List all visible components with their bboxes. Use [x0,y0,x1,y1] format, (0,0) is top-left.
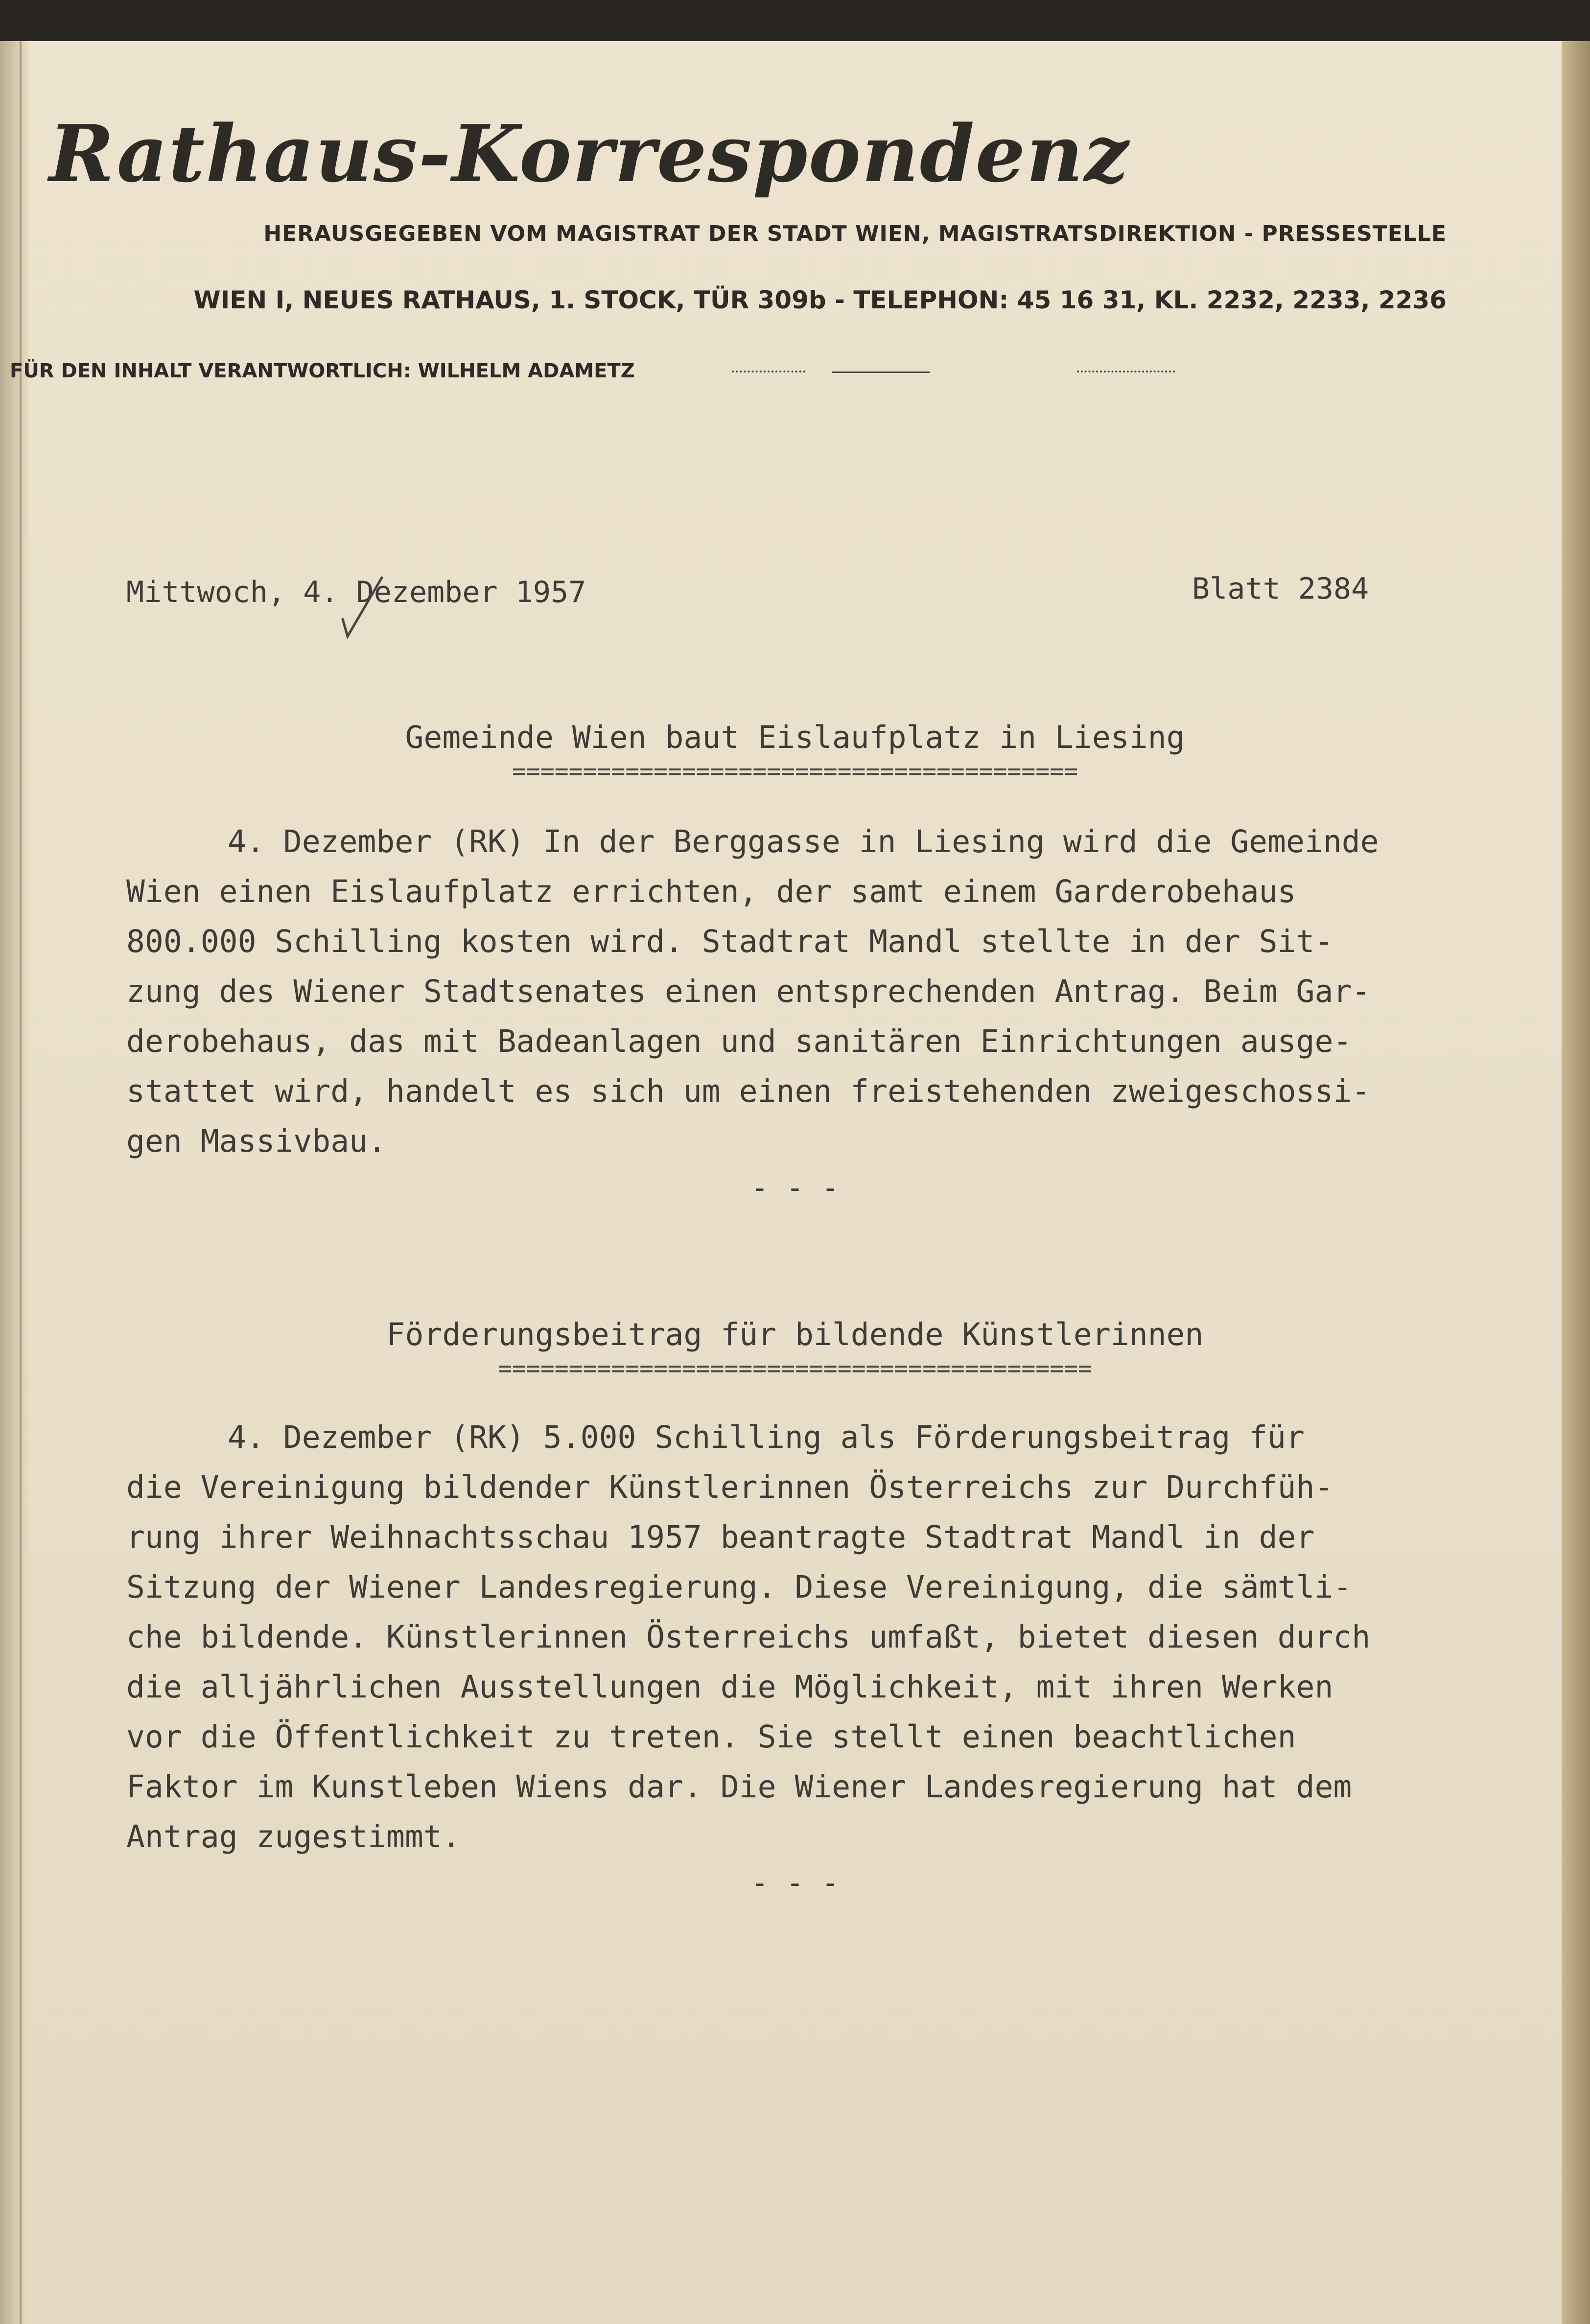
article-1-underline: ======================================== [512,758,1078,785]
publisher-line: HERAUSGEGEBEN VOM MAGISTRAT DER STADT WIEN, MAGISTRATSDIREKTION - PRESSESTELLE [263,221,1447,246]
article-2-line: Sitzung der Wiener Landesregierung. Diese Vereinigung, die sämtli- [126,1569,1352,1605]
article-2-line: rung ihrer Weihnachtsschau 1957 beantragte Stadtrat Mandl in der [126,1519,1315,1555]
article-1-separator: - - - [750,1171,840,1205]
article-1-line: 4. Dezember (RK) In der Berggasse in Liesing wird die Gemeinde [228,824,1379,860]
article-2-underline: ========================================== [498,1355,1092,1382]
article-1-line: zung des Wiener Stadtsenates einen entsprechenden Antrag. Beim Gar- [126,974,1371,1009]
article-1-line: stattet wird, handelt es sich um einen freistehenden zweigeschossi- [126,1073,1371,1109]
article-2-line: vor die Öffentlichkeit zu treten. Sie stellt einen beachtlichen [126,1719,1296,1755]
article-2-line: che bildende. Künstlerinnen Österreichs umfaßt, bietet diesen durch [126,1619,1371,1655]
article-2-line: Faktor im Kunstleben Wiens dar. Die Wiener Landesregierung hat dem [126,1769,1352,1805]
dotted-rule-1 [732,371,805,372]
article-2-separator: - - - [750,1866,840,1900]
scan-top-border [0,0,1590,41]
address-line: WIEN I, NEUES RATHAUS, 1. STOCK, TÜR 309b - TELEPHON: 45 16 31, KL. 2232, 2233, 2236 [193,286,1447,314]
article-2-title: Förderungsbeitrag für bildende Künstlerinnen [386,1317,1204,1352]
article-1-line: derobehaus, das mit Badeanlagen und sanitären Einrichtungen ausge- [126,1023,1352,1059]
article-2-line: die Vereinigung bildender Künstlerinnen Österreichs zur Durchfüh- [126,1469,1333,1505]
article-1-title: Gemeinde Wien baut Eislaufplatz in Liesing [405,720,1185,755]
checkmark-icon [333,573,387,641]
dotted-rule-3 [1077,371,1175,372]
sheet-number: Blatt 2384 [1192,572,1369,606]
responsible-editor-line: FÜR DEN INHALT VERANTWORTLICH: WILHELM ADAMETZ [10,360,635,382]
masthead-title: Rathaus-Korrespondenz [49,108,1130,200]
article-2-line: Antrag zugestimmt. [126,1819,461,1855]
article-1-line: 800.000 Schilling kosten wird. Stadtrat Mandl stellte in der Sit- [126,924,1333,959]
article-2-line: die alljährlichen Ausstellungen die Möglichkeit, mit ihren Werken [126,1669,1333,1705]
article-1-line: gen Massivbau. [126,1123,387,1159]
article-1-line: Wien einen Eislaufplatz errichten, der samt einem Garderobehaus [126,874,1296,909]
issue-date: Mittwoch, 4. Dezember 1957 [126,575,586,609]
article-2-line: 4. Dezember (RK) 5.000 Schilling als Förderungsbeitrag für [228,1419,1305,1455]
dotted-rule-2 [832,372,930,373]
